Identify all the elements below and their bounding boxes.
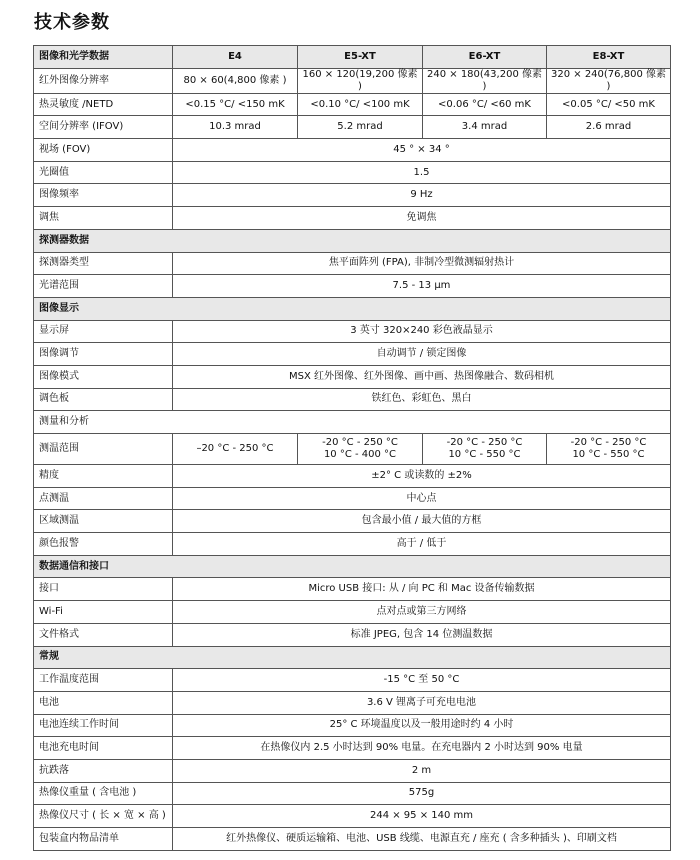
cell-value: 点对点或第三方网络 — [173, 601, 671, 624]
cell-value: 9 Hz — [173, 184, 671, 207]
cell-value: 244 × 95 × 140 mm — [173, 805, 671, 828]
row-label: 图像调节 — [34, 343, 173, 366]
section-title: 探测器数据 — [34, 229, 671, 252]
table-row — [34, 207, 671, 230]
row-label: 红外图像分辨率 — [34, 68, 173, 93]
page-title: 技术参数 — [34, 12, 110, 33]
table-row — [34, 828, 671, 851]
range-line: 10 °C - 400 °C — [323, 449, 397, 460]
cell-value: 160 × 120(19,200 像素 ) — [298, 68, 423, 93]
cell-value: 红外热像仪、硬质运输箱、电池、USB 线缆、电源直充 / 座充 ( 含多种插头 )、印刷文档 — [173, 828, 671, 851]
cell-value: -15 °C 至 50 °C — [173, 669, 671, 692]
table-row — [34, 669, 671, 692]
row-label: 光圈值 — [34, 161, 173, 184]
cell-value: MSX 红外图像、红外图像、画中画、热图像融合、数码相机 — [173, 365, 671, 388]
cell-value: 5.2 mrad — [298, 116, 423, 139]
table-row — [34, 320, 671, 343]
range-line: -20 °C - 250 °C — [570, 437, 647, 448]
row-label: 抗跌落 — [34, 759, 173, 782]
table-row — [34, 805, 671, 828]
table-row — [34, 623, 671, 646]
header-label: 图像和光学数据 — [34, 46, 173, 69]
cell-value: ±2° C 或读数的 ±2% — [173, 465, 671, 488]
cell-value: 3.4 mrad — [423, 116, 547, 139]
section-header-display — [34, 297, 671, 320]
cell-value: <0.05 °C/ <50 mK — [547, 93, 671, 116]
row-label: 图像频率 — [34, 184, 173, 207]
range-line: 10 °C - 550 °C — [572, 449, 645, 460]
table-row — [34, 759, 671, 782]
row-label: 点测温 — [34, 487, 173, 510]
cell-value: 1.5 — [173, 161, 671, 184]
spec-table — [33, 45, 671, 851]
section-title: 图像显示 — [34, 297, 671, 320]
cell-value — [547, 434, 671, 465]
row-label: 空间分辨率 (IFOV) — [34, 116, 173, 139]
cell-value: 7.5 - 13 μm — [173, 275, 671, 298]
row-label: 电池充电时间 — [34, 737, 173, 760]
model-e6xt: E6-XT — [423, 46, 547, 69]
row-label: 精度 — [34, 465, 173, 488]
table-row — [34, 161, 671, 184]
range-line: -20 °C - 250 °C — [322, 437, 398, 448]
table-row — [34, 601, 671, 624]
row-label: 图像模式 — [34, 365, 173, 388]
table-row — [34, 388, 671, 411]
model-e4: E4 — [173, 46, 298, 69]
cell-value: 在热像仪内 2.5 小时达到 90% 电量。在充电器内 2 小时达到 90% 电量 — [173, 737, 671, 760]
cell-value — [298, 434, 423, 465]
table-row — [34, 578, 671, 601]
table-header-row — [34, 46, 671, 69]
row-label: 工作温度范围 — [34, 669, 173, 692]
table-row — [34, 365, 671, 388]
table-row — [34, 782, 671, 805]
section-header-general — [34, 646, 671, 669]
table-row — [34, 139, 671, 162]
cell-value: 320 × 240(76,800 像素 ) — [547, 68, 671, 93]
range-line: –20 °C - 250 °C — [196, 443, 274, 454]
cell-value: 焦平面阵列 (FPA), 非制冷型微测辐射热计 — [173, 252, 671, 275]
cell-value: 高于 / 低于 — [173, 533, 671, 556]
row-label: 电池 — [34, 691, 173, 714]
table-row — [34, 510, 671, 533]
row-label: 热灵敏度 /NETD — [34, 93, 173, 116]
section-header-detector — [34, 229, 671, 252]
cell-value: 自动调节 / 锁定图像 — [173, 343, 671, 366]
row-label: 接口 — [34, 578, 173, 601]
table-row — [34, 487, 671, 510]
table-row — [34, 116, 671, 139]
cell-value: 575g — [173, 782, 671, 805]
cell-value: 2 m — [173, 759, 671, 782]
table-row — [34, 184, 671, 207]
cell-value: 25° C 环境温度以及一般用途时约 4 小时 — [173, 714, 671, 737]
cell-value: 中心点 — [173, 487, 671, 510]
row-label: 调焦 — [34, 207, 173, 230]
row-label: 包装盒内物品清单 — [34, 828, 173, 851]
cell-value: 铁红色、彩虹色、黑白 — [173, 388, 671, 411]
table-row — [34, 68, 671, 93]
model-e8xt: E8-XT — [547, 46, 671, 69]
range-line: -20 °C - 250 °C — [446, 437, 523, 448]
table-row — [34, 533, 671, 556]
cell-value: <0.06 °C/ <60 mK — [423, 93, 547, 116]
cell-value: 标准 JPEG, 包含 14 位测温数据 — [173, 623, 671, 646]
cell-value: <0.15 °C/ <150 mK — [173, 93, 298, 116]
row-label: 热像仪尺寸 ( 长 × 宽 × 高 ) — [34, 805, 173, 828]
cell-value: 包含最小值 / 最大值的方框 — [173, 510, 671, 533]
cell-value: 免调焦 — [173, 207, 671, 230]
table-row — [34, 714, 671, 737]
row-label: 视场 (FOV) — [34, 139, 173, 162]
row-label: 探测器类型 — [34, 252, 173, 275]
cell-value: 240 × 180(43,200 像素 ) — [423, 68, 547, 93]
range-line: 10 °C - 550 °C — [448, 449, 521, 460]
table-row — [34, 343, 671, 366]
row-label: 热像仪重量 ( 含电池 ) — [34, 782, 173, 805]
model-e5xt: E5-XT — [298, 46, 423, 69]
cell-value — [423, 434, 547, 465]
row-label: 显示屏 — [34, 320, 173, 343]
table-row — [34, 465, 671, 488]
section-title: 数据通信和接口 — [34, 555, 671, 578]
cell-value: <0.10 °C/ <100 mK — [298, 93, 423, 116]
section-title: 测量和分析 — [34, 411, 671, 434]
cell-value: 80 × 60(4,800 像素 ) — [173, 68, 298, 93]
row-label: 文件格式 — [34, 623, 173, 646]
table-row — [34, 737, 671, 760]
cell-value: 45 ° × 34 ° — [173, 139, 671, 162]
cell-value: 2.6 mrad — [547, 116, 671, 139]
cell-value: 3 英寸 320×240 彩色液晶显示 — [173, 320, 671, 343]
section-row-measure — [34, 411, 671, 434]
table-row — [34, 93, 671, 116]
table-row — [34, 691, 671, 714]
table-row — [34, 252, 671, 275]
cell-value: 10.3 mrad — [173, 116, 298, 139]
table-row — [34, 275, 671, 298]
row-label: 测温范围 — [34, 434, 173, 465]
row-label: 光谱范围 — [34, 275, 173, 298]
cell-value — [173, 434, 298, 465]
cell-value: Micro USB 接口: 从 / 向 PC 和 Mac 设备传输数据 — [173, 578, 671, 601]
row-label: 电池连续工作时间 — [34, 714, 173, 737]
section-header-comm — [34, 555, 671, 578]
row-label: Wi-Fi — [34, 601, 173, 624]
cell-value: 3.6 V 锂离子可充电电池 — [173, 691, 671, 714]
row-label: 调色板 — [34, 388, 173, 411]
row-label: 颜色报警 — [34, 533, 173, 556]
table-row — [34, 434, 671, 465]
row-label: 区域测温 — [34, 510, 173, 533]
section-title: 常规 — [34, 646, 671, 669]
